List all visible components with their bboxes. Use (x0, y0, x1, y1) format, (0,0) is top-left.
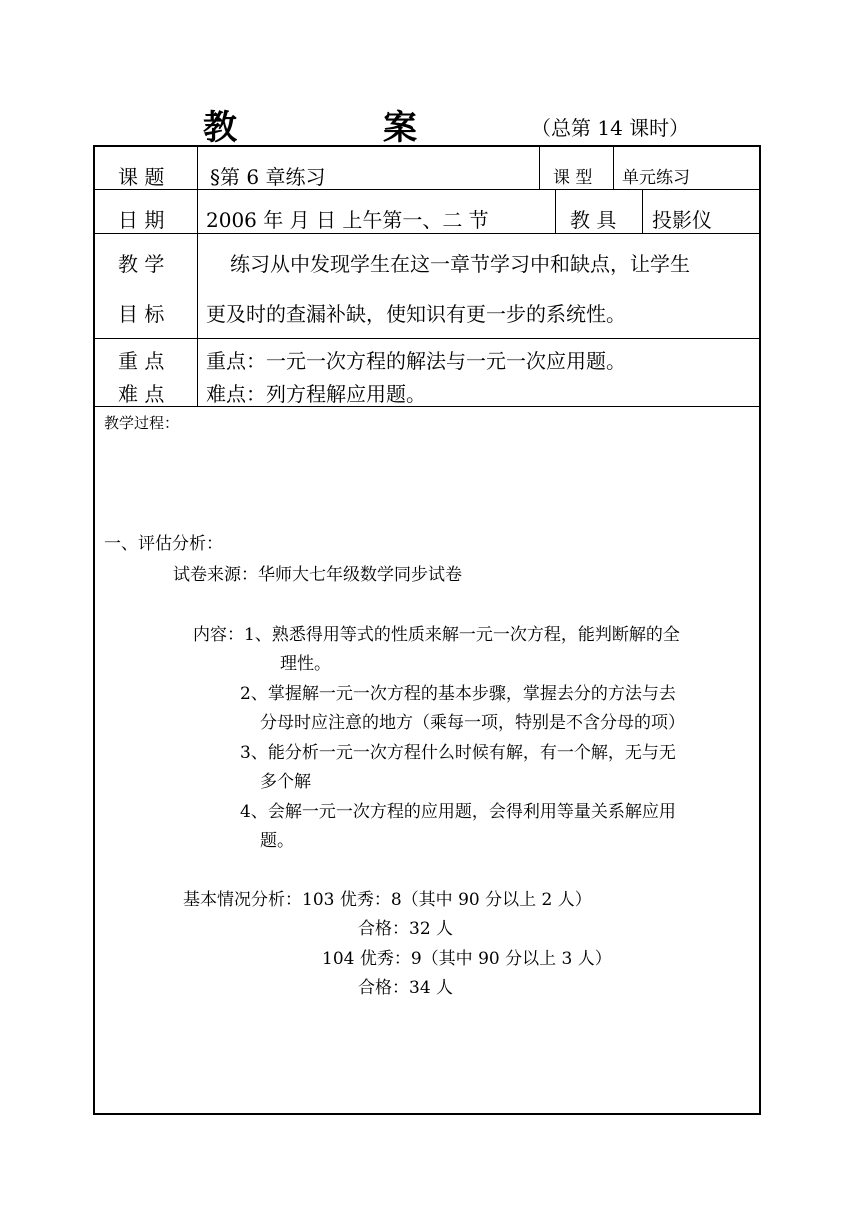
topic-value: §第 6 章练习 (210, 165, 326, 189)
topic-label: 课 题 (118, 165, 165, 189)
exam-source: 试卷来源：华师大七年级数学同步试卷 (173, 565, 462, 585)
goal-label-1: 教 学 (118, 252, 165, 276)
content-item: 4、会解一元一次方程的应用题，会得利用等量关系解应用 (240, 802, 676, 822)
key-point: 重点：一元一次方程的解法与一元一次应用题。 (206, 349, 626, 373)
title-char-2: 案 (383, 108, 417, 148)
row-divider (93, 189, 761, 190)
analysis-line: 合格：34 人 (358, 978, 454, 998)
column-divider (642, 190, 643, 234)
tools-value: 投影仪 (652, 208, 712, 232)
content-item: 分母时应注意的地方（乘每一项，特别是不含分母的项） (260, 713, 685, 733)
row-divider (93, 233, 761, 234)
content-item: 理性。 (280, 654, 331, 674)
lesson-count: （总第 14 课时） (531, 116, 690, 140)
content-item: 3、能分析一元一次方程什么时候有解，有一个解，无与无 (240, 743, 676, 763)
key-label: 重 点 (118, 349, 165, 373)
goal-label-2: 目 标 (118, 302, 165, 326)
content-item: 内容：1、熟悉得用等式的性质来解一元一次方程，能判断解的全 (193, 625, 680, 645)
type-label: 课 型 (553, 168, 593, 188)
tools-label: 教 具 (570, 208, 617, 232)
content-item: 多个解 (260, 772, 311, 792)
difficult-point: 难点：列方程解应用题。 (206, 382, 426, 406)
column-divider (555, 190, 556, 234)
date-value: 2006 年 月 日 上午第一、二 节 (206, 208, 489, 232)
column-divider (613, 146, 614, 190)
row-divider (93, 406, 761, 407)
date-label: 日 期 (118, 208, 165, 232)
content-item: 题。 (260, 831, 294, 851)
analysis-line: 基本情况分析：103 优秀：8（其中 90 分以上 2 人） (183, 890, 592, 910)
title-char-1: 教 (203, 108, 237, 148)
difficult-label: 难 点 (118, 382, 165, 406)
goal-line-2: 更及时的查漏补缺，使知识有更一步的系统性。 (206, 302, 626, 326)
column-divider (539, 146, 540, 190)
column-divider (197, 146, 198, 407)
type-value: 单元练习 (622, 168, 690, 188)
process-heading: 教学过程： (104, 414, 180, 432)
content-item: 2、掌握解一元一次方程的基本步骤，掌握去分的方法与去 (240, 684, 676, 704)
row-divider (93, 338, 761, 339)
goal-line-1: 练习从中发现学生在这一章节学习中和缺点，让学生 (230, 252, 690, 276)
analysis-line: 104 优秀：9（其中 90 分以上 3 人） (322, 949, 612, 969)
analysis-line: 合格：32 人 (358, 919, 454, 939)
section-title: 一、评估分析： (104, 534, 223, 554)
